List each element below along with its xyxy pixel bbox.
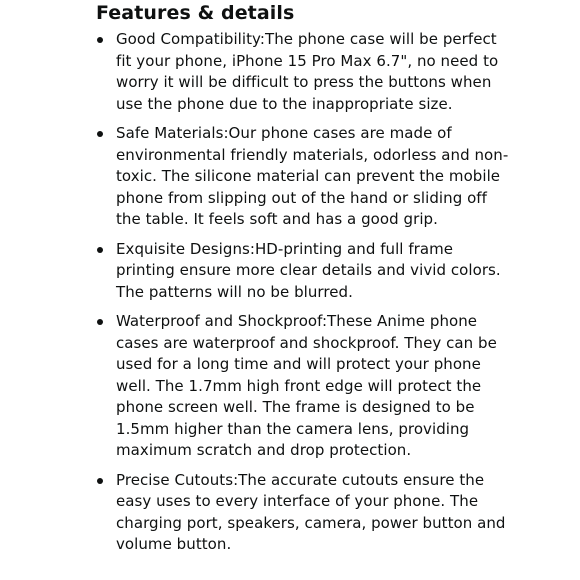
bullet-icon [97,319,103,325]
feature-item-cutouts [96,470,516,556]
bullet-icon [97,131,103,137]
feature-item-compatibility [96,29,516,115]
feature-item-designs [96,239,516,304]
features-list [96,29,516,564]
feature-text: Good Compatibility:The phone case will be perfect fit your phone, iPhone 15 Pro Max 6.7", no need to worry it will be difficult to press the buttons when use the phone due to the inappropriate size. [116,30,499,113]
feature-item-materials [96,123,516,231]
feature-text: Precise Cutouts:The accurate cutouts ensure the easy uses to every interface of your phone. The charging port, speakers, camera, power button and volume button. [116,470,506,553]
bullet-icon [97,247,103,253]
feature-item-waterproof [96,311,516,462]
feature-text: Waterproof and Shockproof:These Anime phone cases are waterproof and shockproof. They can be used for a long time and will protect your phone well. The 1.7mm high front edge will protect the phone screen well. The frame is designed to be 1.5mm higher than the camera lens, providing maximum scratch and drop protection. [116,312,497,459]
section-title: Features & details [96,2,295,24]
bullet-icon [97,37,103,43]
feature-text: Safe Materials:Our phone cases are made of environmental friendly materials, odorless and non-toxic. The silicone material can prevent the mobile phone from slipping out of the hand or sliding off the table. It feels soft and has a good grip. [116,124,509,228]
feature-text: Exquisite Designs:HD-printing and full frame printing ensure more clear details and vivid colors. The patterns will no be blurred. [116,239,501,301]
bullet-icon [97,478,103,484]
